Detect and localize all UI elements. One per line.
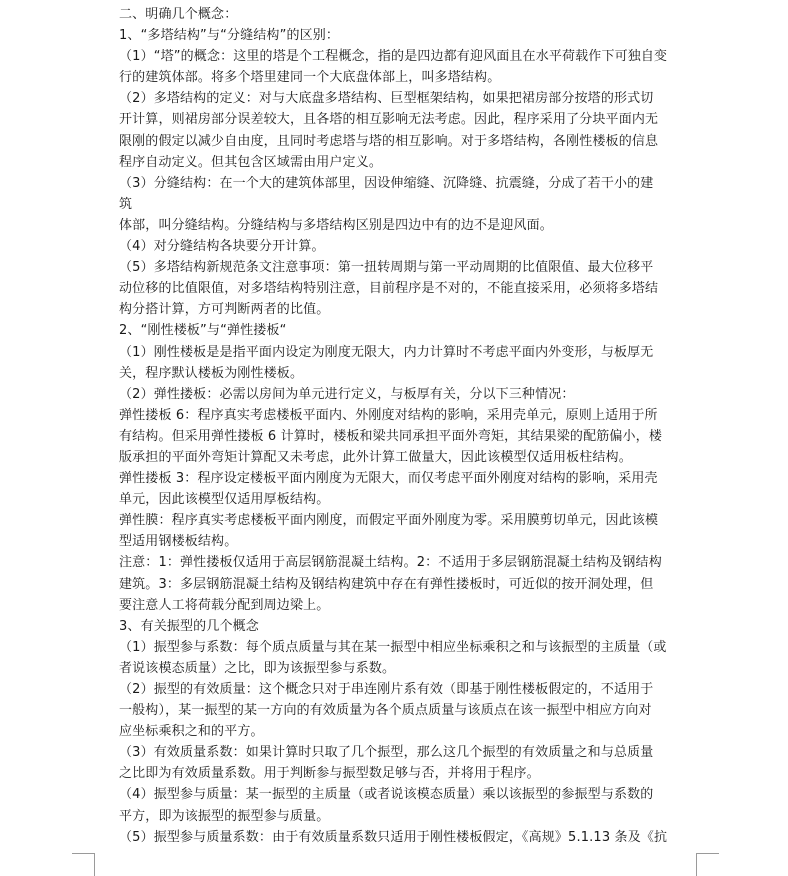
text-line: 体部，叫分缝结构。分缝结构与多塔结构区别是四边中有的边不是迎风面。 [119,217,553,233]
text-line: （1）刚性楼板是是指平面内设定为刚度无限大，内力计算时不考虑平面内外变形，与板厚无 [119,344,654,360]
text-line: 一般构），某一振型的某一方向的有效质量为各个质点质量与该质点在该一振型中相应方向对 [119,703,652,719]
text-line: 构分搭计算，方可判断两者的比值。 [119,302,330,318]
text-line: 要注意人工将荷载分配到周边梁上。 [119,597,330,613]
text-line: （3）分缝结构：在一个大的建筑体部里，因设伸缩缝、沉降缝、抗震缝，分成了若干小的建 [119,175,654,191]
document-body [119,4,697,848]
text-line: 版承担的平面外弯矩计算配又未考虑，此外计算工做量大，因此该模型仅适用板柱结构。 [119,449,632,465]
text-line: （2）多塔结构的定义：对与大底盘多塔结构、巨型框架结构，如果把裙房部分按塔的形式切 [119,91,654,107]
text-line: 平方，即为该振型的振型参与质量。 [119,808,330,824]
page-corner-mark-left [72,853,95,876]
text-line: 限刚的假定以减少自由度，且同时考虑塔与塔的相互影响。对于多塔结构，各刚性楼板的信息 [119,133,659,149]
text-line: （2）振型的有效质量：这个概念只对于串连刚片系有效（即基于刚性楼板假定的，不适用于 [119,682,654,697]
text-line: 动位移的比值限值，对多塔结构特别注意，目前程序是不对的，不能直接采用，必须将多塔结 [119,281,659,297]
text-line: 行的建筑体部。将多个塔里建同一个大底盘体部上，叫多塔结构。 [119,70,501,86]
text-line: 注意：1：弹性搂板仅适用于高层钢筋混凝土结构。2：不适用于多层钢筋混凝土结构及钢结构 [119,555,662,571]
text-line: 者说该模态质量）之比，即为该振型参与系数。 [119,660,396,676]
text-line: （5）振型参与质量系数：由于有效质量系数只适用于刚性楼板假定，《高规》5.1.13 条及《抗 [119,829,668,845]
text-line: 关，程序默认楼板为刚性楼板。 [119,365,304,381]
text-line: （1）振型参与系数：每个质点质量与其在某一振型中相应坐标乘积之和与该振型的主质量（或 [119,639,667,655]
text-line: （4）对分缝结构各块要分开计算。 [119,239,325,255]
text-line: 弹性搂板 3：程序设定楼板平面内刚度为无限大，而仅考虑平面外刚度对结构的影响，采用壳 [119,471,658,487]
page-corner-mark-right [696,853,719,876]
text-line: 单元，因此该模型仅适用厚板结构。 [119,492,330,508]
text-line: （5）多塔结构新规范条文注意事项：第一扭转周期与第一平动周期的比值限值、最大位移平 [119,260,654,276]
text-line: （1）“塔”的概念：这里的塔是个工程概念，指的是四边都有迎风面且在水平荷载作下可独自变 [119,49,668,65]
text-line: 3、有关振型的几个概念 [119,618,259,634]
text-line: 建筑。3：多层钢筋混凝土结构及钢结构建筑中存在有弹性搂板时，可近似的按开洞处理，但 [119,576,654,592]
text-line: 型适用钢楼板结构。 [119,534,238,550]
text-line: 应坐标乘积之和的平方。 [119,724,264,740]
text-line: 2、“刚性楼板”与“弹性搂板“ [119,323,287,339]
text-line: 二、明确几个概念： [119,7,238,22]
text-line: 之比即为有效质量系数。用于判断参与振型数足够与否，并将用于程序。 [119,766,540,782]
text-line: 筑 [119,196,133,212]
text-line: （3）有效质量系数：如果计算时只取了几个振型，那么这几个振型的有效质量之和与总质量 [119,745,654,761]
text-line: （4）振型参与质量：某一振型的主质量（或者说该模态质量）乘以该振型的参振型与系数的 [119,787,654,803]
text-line: 1、“多塔结构”与“分缝结构”的区别： [119,28,340,44]
text-line: 弹性搂板 6：程序真实考虑楼板平面内、外刚度对结构的影响，采用壳单元，原则上适用于所 [119,407,658,423]
text-line: 弹性膜：程序真实考虑楼板平面内刚度，而假定平面外刚度为零。采用膜剪切单元，因此该模 [119,513,659,529]
text-line: 开计算，则裙房部分误差较大，且各塔的相互影响无法考虑。因此，程序采用了分块平面内无 [119,112,659,128]
text-line: 程序自动定义。但其包含区域需由用户定义。 [119,154,383,170]
text-line: 有结构。但采用弹性搂板 6 计算时，楼板和梁共同承担平面外弯矩，其结果梁的配筋偏小，楼 [119,428,662,444]
text-line: （2）弹性搂板：必需以房间为单元进行定义，与板厚有关，分以下三种情况： [119,386,575,402]
